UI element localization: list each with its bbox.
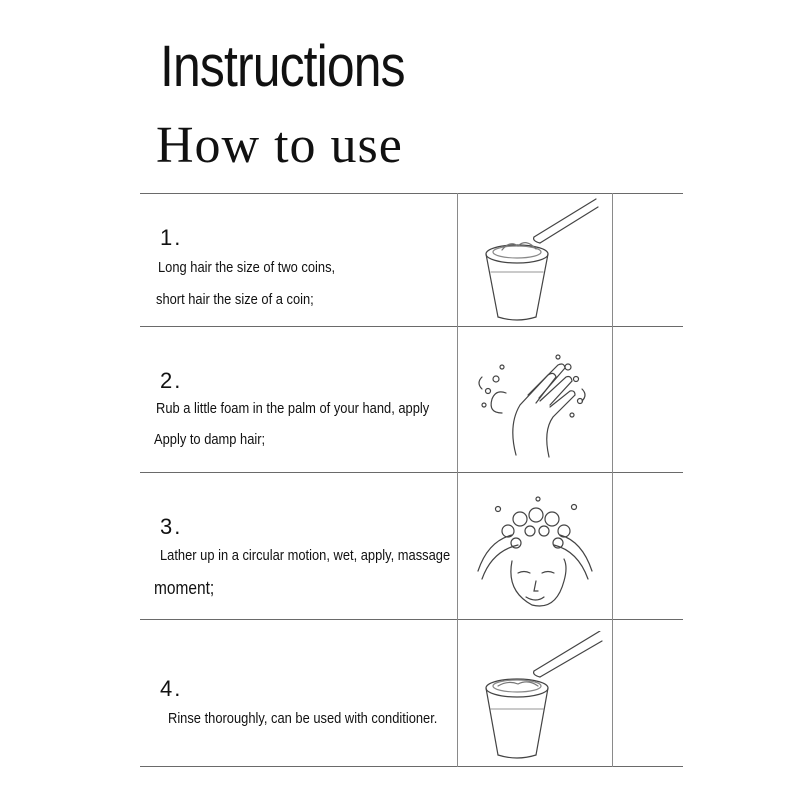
table-border-top (140, 193, 683, 194)
page-title: Instructions (160, 34, 405, 99)
step-text-line: Apply to damp hair; (154, 431, 266, 448)
step-text-line: short hair the size of a coin; (156, 291, 314, 308)
lathering-hands-icon (458, 345, 611, 463)
page-subtitle: How to use (156, 117, 403, 174)
row-divider (140, 472, 683, 473)
woman-washing-hair-icon (458, 491, 611, 615)
step-number: 4. (160, 676, 183, 701)
table-border-bottom (140, 766, 683, 767)
step-number: 3. (160, 514, 183, 539)
row-divider (140, 326, 683, 327)
step-number: 1. (160, 225, 183, 250)
step-text-line: moment; (154, 578, 215, 598)
jar-with-tweezers-icon (458, 197, 611, 325)
jar-with-tweezers-icon (458, 631, 611, 761)
step-text-line: Long hair the size of two coins, (158, 259, 336, 276)
column-divider (612, 193, 613, 767)
step-number: 2. (160, 368, 183, 393)
step-text-line: Rinse thoroughly, can be used with conditioner. (168, 710, 438, 727)
row-divider (140, 619, 683, 620)
step-text-line: Lather up in a circular motion, wet, apply, massage (160, 547, 451, 564)
step-text-line: Rub a little foam in the palm of your hand, apply (156, 400, 430, 417)
instructions-table (140, 193, 683, 767)
